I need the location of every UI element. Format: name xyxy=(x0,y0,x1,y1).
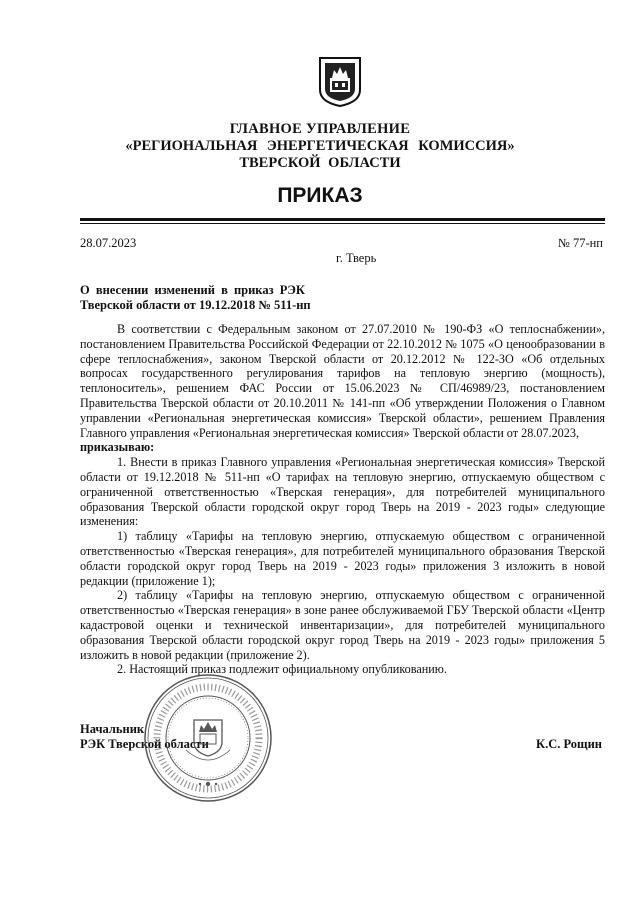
signatory-position-line-2: РЭК Тверской области xyxy=(80,737,209,751)
coat-of-arms-icon xyxy=(318,56,362,108)
header-divider-thin xyxy=(80,223,605,224)
item-1-1-paragraph: 1) таблицу «Тарифы на тепловую энергию, отпускаемую обществом с ограниченной ответственностью «Тверская генерация», для потребителей муниципального образования Тверской области городской округ город Тверь на 2019 - 2023 годы» приложения 3 изложить в новой редакции (приложение 1); xyxy=(80,529,605,588)
subject-line-2: Тверской области от 19.12.2018 № 511-нп xyxy=(80,297,311,312)
document-city: г. Тверь xyxy=(336,251,377,265)
official-seal-icon xyxy=(142,672,274,804)
order-word: приказываю: xyxy=(80,440,155,455)
document-body xyxy=(80,322,605,677)
document-number: № 77-нп xyxy=(557,236,603,250)
document-date: 28.07.2023 xyxy=(80,236,137,250)
item-2-paragraph: 2. Настоящий приказ подлежит официальному опубликованию. xyxy=(117,662,447,677)
header-divider-thick xyxy=(80,218,605,221)
header-line-2: «РЕГИОНАЛЬНАЯ ЭНЕРГЕТИЧЕСКАЯ КОМИССИЯ» xyxy=(125,138,515,154)
item-1-paragraph: 1. Внести в приказ Главного управления «Региональная энергетическая комиссия» Тверской области от 19.12.2018 № 511-нп «О тарифах на тепловую энергию, отпускаемую обществом с ограниченной ответственностью «Тверская генерация», для потребителей муниципального образования Тверской области городской округ город Тверь на 2019 - 2023 годы» следующие изменения: xyxy=(80,455,605,529)
header-line-1: ГЛАВНОЕ УПРАВЛЕНИЕ xyxy=(229,121,411,137)
signatory-name: К.С. Рощин xyxy=(536,737,602,751)
document-subject xyxy=(80,283,410,312)
signatory-position-line-1: Начальник xyxy=(80,722,145,736)
header-line-3: ТВЕРСКОЙ ОБЛАСТИ xyxy=(239,155,401,171)
item-1-2-paragraph: 2) таблицу «Тарифы на тепловую энергию, отпускаемую обществом с ограниченной ответственностью «Тверская генерация» в зоне ранее обслуживаемой ГБУ Тверской области «Центр кадастровой оценки и технической инвентаризации», для потребителей муниципального образования Тверской области городской округ город Тверь на 2019 - 2023 годы» приложения 5 изложить в новой редакции (приложение 2). xyxy=(80,588,605,662)
subject-line-1: О внесении изменений в приказ РЭК xyxy=(80,283,305,297)
document-type-title: ПРИКАЗ xyxy=(277,184,363,207)
preamble-paragraph: В соответствии с Федеральным законом от 27.07.2010 № 190-ФЗ «О теплоснабжении», постановлением Правительства Российской Федерации от 22.10.2012 № 1075 «О ценообразовании в сфере теплоснабжения», законом Тверской области от 20.12.2012 № 122-ЗО «Об отдельных вопросах государственного регулирования тарифов на тепловую энергию (мощность), теплоноситель», решением ФАС России от 15.06.2023 № СП/46989/23, постановлением Правительства Тверской области от 20.10.2011 № 141-пп «Об утверждении Положения о Главном управлении «Региональная энергетическая комиссия» Тверской области», решением Правления Главного управления «Региональная энергетическая комиссия» Тверской области от 28.07.2023, xyxy=(80,322,605,440)
